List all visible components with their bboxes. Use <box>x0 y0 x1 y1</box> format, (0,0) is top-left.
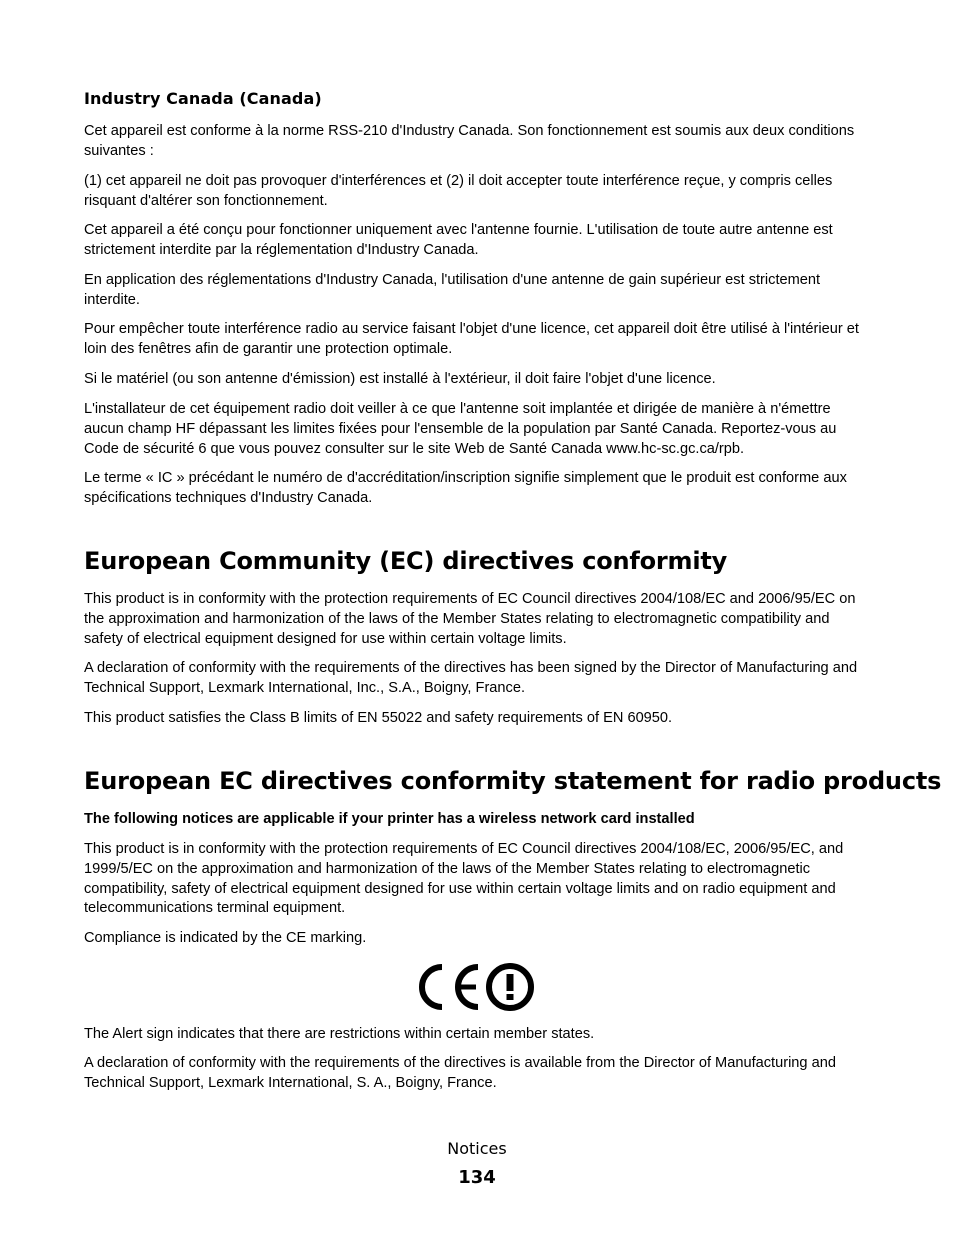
ic-paragraph-6: Si le matériel (ou son antenne d'émission) est installé à l'extérieur, il doit faire l'objet d'une licence. <box>84 371 716 387</box>
wireless-note: The following notices are applicable if your printer has a wireless network card installed <box>84 811 695 827</box>
ic-paragraph-7: L'installateur de cet équipement radio doit veiller à ce que l'antenne soit implantée et dirigée de manière à n'émettre aucun champ HF dépassant les limites fixées pour l'ensemble de la population par Santé Canada. Reportez-vous au Code de sécurité 6 que vous pouvez consulter sur le site Web de Santé Canada www.hc-sc.gc.ca/rpb. <box>84 401 837 457</box>
ec-paragraph-1: This product is in conformity with the protection requirements of EC Council directives 2004/108/EC and 2006/95/EC on the approximation and harmonization of the laws of the Member States relating to electromagnetic compatibility and safety of electrical equipment designed for use within certain voltage limits. <box>84 591 856 647</box>
ec-directives-heading: European Community (EC) directives conformity <box>84 547 728 575</box>
ic-paragraph-5: Pour empêcher toute interférence radio au service faisant l'objet d'une licence, cet appareil doit être utilisé à l'intérieur et loin des fenêtres afin de garantir une protection optimale. <box>84 321 859 357</box>
radio-paragraph-3: The Alert sign indicates that there are restrictions within certain member states. <box>84 1026 595 1042</box>
ec-paragraph-3: This product satisfies the Class B limits of EN 55022 and safety requirements of EN 60950. <box>84 710 673 726</box>
radio-paragraph-1: This product is in conformity with the protection requirements of EC Council directives 2004/108/EC, 2006/95/EC, and 1999/5/EC on the approximation and harmonization of the laws of the Member States relating to electromagnetic compatibility, safety of electrical equipment designed for use within certain voltage limits and on radio equipment and telecommunications terminal equipment. <box>84 841 844 917</box>
industry-canada-heading: Industry Canada (Canada) <box>84 89 322 108</box>
ic-paragraph-2: (1) cet appareil ne doit pas provoquer d'interférences et (2) il doit accepter toute interférence reçue, y compris celles risquant d'altérer son fonctionnement. <box>84 173 833 209</box>
ec-paragraph-2: A declaration of conformity with the requirements of the directives has been signed by the Director of Manufacturing and Technical Support, Lexmark International, Inc., S.A., Boigny, France. <box>84 660 858 696</box>
ic-paragraph-1: Cet appareil est conforme à la norme RSS-210 d'Industry Canada. Son fonctionnement est soumis aux deux conditions suivantes : <box>84 123 855 159</box>
footer-section-label: Notices <box>447 1139 507 1158</box>
ic-paragraph-8: Le terme « IC » précédant le numéro de d'accréditation/inscription signifie simplement que le produit est conforme aux spécifications techniques d'Industry Canada. <box>84 470 847 506</box>
radio-paragraph-2: Compliance is indicated by the CE marking. <box>84 930 367 946</box>
ic-paragraph-3: Cet appareil a été conçu pour fonctionner uniquement avec l'antenne fournie. L'utilisation de toute autre antenne est strictement interdite par la réglementation d'Industry Canada. <box>84 222 833 258</box>
page-number: 134 <box>458 1167 496 1188</box>
ce-alert-mark-icon <box>418 961 536 1013</box>
radio-paragraph-4: A declaration of conformity with the requirements of the directives is available from the Director of Manufacturing and Technical Support, Lexmark International, S. A., Boigny, France. <box>84 1055 836 1091</box>
ic-paragraph-4: En application des réglementations d'Industry Canada, l'utilisation d'une antenne de gain supérieur est strictement interdite. <box>84 272 821 308</box>
ec-radio-heading: European EC directives conformity statement for radio products <box>84 767 942 795</box>
